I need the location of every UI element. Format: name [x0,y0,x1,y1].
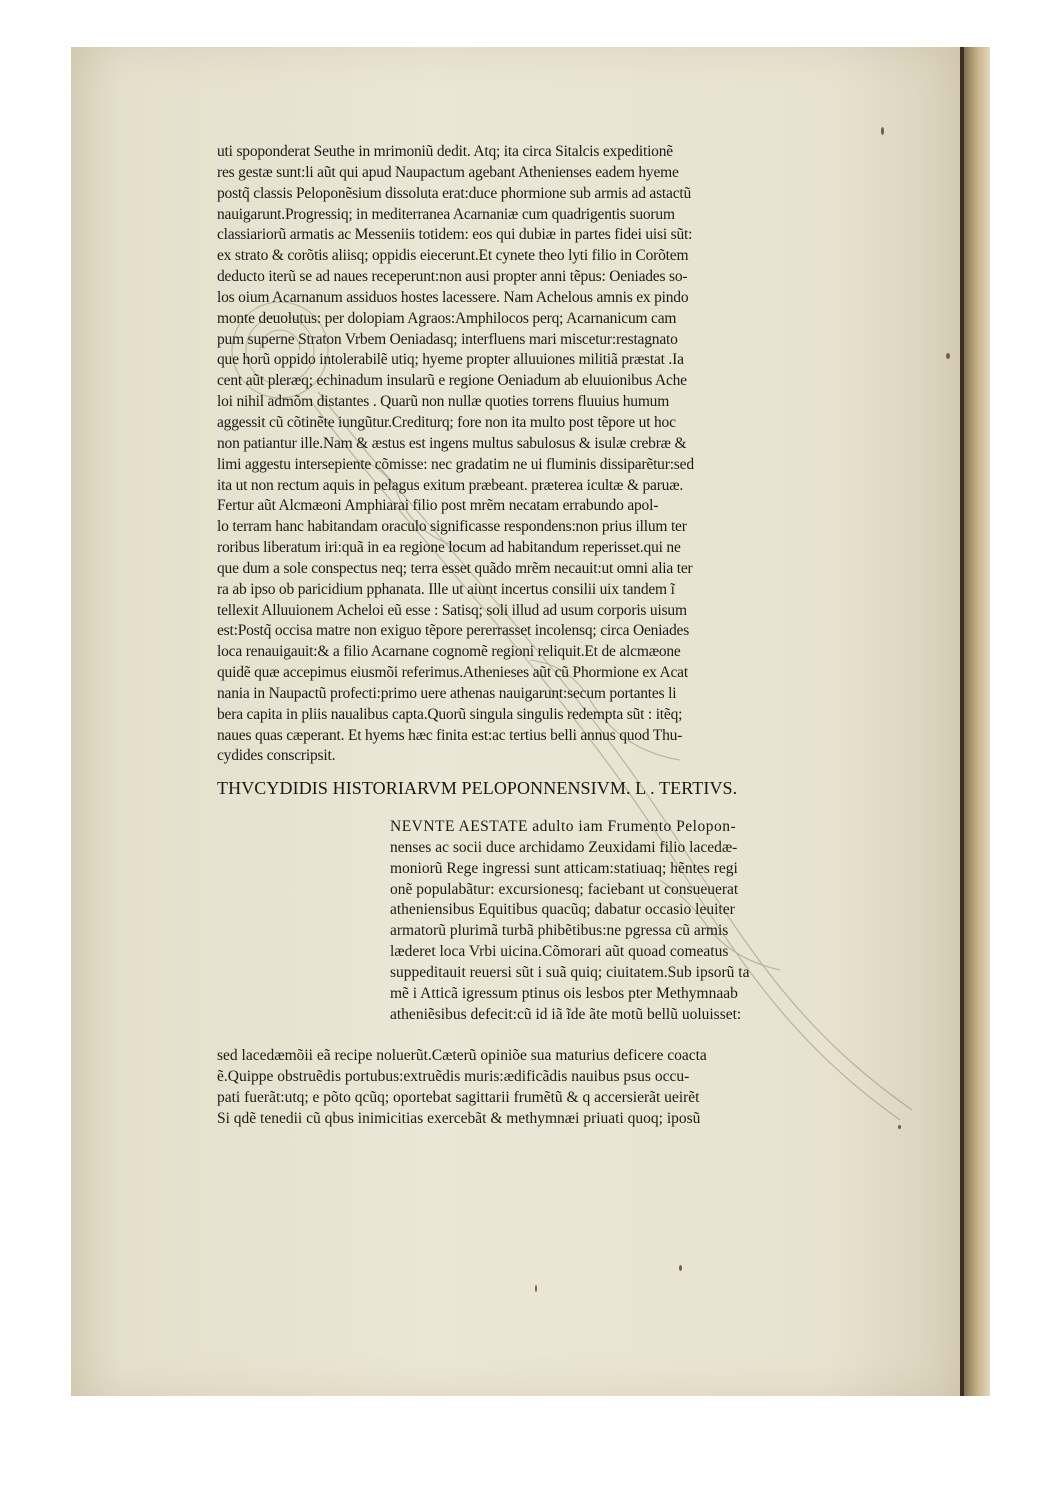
book-spine [960,47,990,1396]
text-line: postq̃ classis Peloponẽsium dissoluta erat:duce phormione sub armis ad astactũ [217,184,692,202]
text-line: classiariorũ armatis ac Messeniis totidem: eos qui dubiæ in partes fidei uisi sũt: [217,226,693,244]
text-line: sed lacedæmõii eã recipe noluerũt.Cæterũ opiniõe sua maturius deficere coacta [217,1047,707,1064]
text-line: læderet loca Vrbi uicina.Cõmorari aũt quoad comeatus [390,943,729,961]
text-line: nauigarunt.Progressiq; in mediterranea Acarnaniæ cum quadrigentis suorum [217,205,675,223]
text-line: bera capita in pliis naualibus capta.Quorũ singula singulis redempta sũt : itẽq; [217,705,683,723]
text-line: onẽ populabãtur: excursionesq; faciebant ut consueuerat [390,880,739,898]
text-line: deducto iterũ se ad naues receperunt:non ausi propter anni tẽpus: Oeniades so- [217,268,688,286]
text-line: atheniensibus Equitibus quacũq; dabatur occasio leuiter [390,901,735,919]
text-line: monte deuolutus: per dolopiam Agraos:Amphilocos perq; Acarnanicum cam [217,309,677,327]
text-line: ex strato & corõtis aliisq; oppidis eiecerunt.Et cynete theo lyti filio in Corõtem [217,247,689,265]
ink-speck [535,1285,537,1292]
book-heading: THVCYDIDIS HISTORIARVM PELOPONNENSIVM. L . TERTIVS. [217,778,738,798]
text-line: uti spoponderat Seuthe in mrimoniũ dedit. Atq; ita circa Sitalcis expeditionẽ [217,143,673,160]
text-line: los oium Acarnanum assiduos hostes lacessere. Nam Achelous amnis ex pindo [217,288,689,306]
text-line: ita ut non rectum aquis in pelagus exitum præbeant. præterea icultæ & paruæ. [217,476,684,494]
text-line: naues quas cæperant. Et hyems hæc finita est:ac tertius belli annus quod Thu- [217,726,683,744]
main-text-top [217,142,882,767]
text-line: nenses ac socii duce archidamo Zeuxidami filio lacedæ- [390,838,738,856]
text-line: lo terram hanc habitandam oraculo significasse respondens:non prius illum ter [217,518,687,536]
text-line: res gestæ sunt:li aũt qui apud Naupactum agebant Athenienses eadem hyeme [217,163,679,181]
ink-speck [679,1265,682,1271]
text-line: loca renauigauit:& a filio Acarnane cognomẽ regioni reliquit.Et de alcmæone [217,643,681,661]
text-line: nania in Naupactũ profecti:primo uere athenas nauigarunt:secum portantes li [217,684,677,702]
text-line: ra ab ipso ob paricidium pphanata. Ille ut aiunt incertus consilii uix tandem ĩ [217,580,675,598]
text-line: tellexit Alluuionem Acheloi eũ esse : Satisq; soli illud ad usum corporis uisum [217,601,687,619]
text-line: pum superne Straton Vrbem Oeniadasq; interfluens mari miscetur:restagnato [217,330,678,348]
text-line: cydides conscripsit. [217,747,336,765]
text-line: que dum a sole conspectus neq; terra esset quãdo mrẽm necauit:ut omni alia ter [217,559,693,577]
text-line: suppeditauit reuersi sũt i suã quiq; ciuitatem.Sub ipsorũ ta [390,963,750,981]
text-line: Fertur aũt Alcmæoni Amphiarai filio post mrẽm necatam errabundo apol- [217,497,659,515]
spine-edge [960,47,964,1396]
ink-speck [898,1125,901,1129]
text-line: cent aũt pleræq; echinadum insularũ e regione Oeniadum ab eluuionibus Ache [217,372,687,390]
text-line: atheniẽsibus defecit:cũ id iã ĩde ãte motũ bellũ uoluisset: [390,1005,742,1023]
text-line: non patiantur ille.Nam & æstus est ingens multus sabulosus & isulæ crebræ & [217,434,687,452]
text-line: est:Postq̃ occisa matre non exiguo tẽpore pererrasset incolensq; circa Oeniades [217,622,690,640]
opening-line: NEVNTE AESTATE adulto iam Frumento Pelopon- [390,818,737,835]
text-line: aggessit cũ cõtinẽte iungũtur.Crediturq; fore non ita multo post tẽpore ut hoc [217,413,676,431]
text-line: armatorũ plurimã turbã phibẽtibus:ne pgressa cũ armis [390,922,729,940]
text-line: moniorũ Rege ingressi sunt atticam:statiuaq; hẽntes regi [390,859,738,877]
text-line: roribus liberatum iri:quã in ea regione locum ad habitandum reperisset.qui ne [217,539,681,557]
main-text-indented [390,817,880,1025]
text-line: que horũ oppido intolerabilẽ utiq; hyeme propter alluuiones militiã præstat .Ia [217,351,684,369]
ink-speck [881,127,884,135]
text-line: ẽ.Quippe obstruẽdis portubus:extruẽdis muris:ædificãdis nauibus psus occu- [217,1067,690,1085]
text-line: quidẽ quæ accepimus eiusmõi referimus.Athenieses aũt cũ Phormione ex Acat [217,664,688,682]
text-line: pati fuerãt:utq; e põto qcũq; oportebat sagittarii frumẽtũ & q accersierãt ueirẽt [217,1088,700,1106]
text-line: loi nihil admõm distantes . Quarũ non nullæ quoties torrens fluuius humum [217,393,670,411]
text-line: Si qdẽ tenedii cũ qbus inimicitias exercebãt & methymnæi priuati quoq; iposũ [217,1109,701,1127]
main-text-bottom [217,1046,882,1129]
text-line: mẽ i Atticã igressum ptinus ois lesbos pter Methymnaab [390,984,738,1002]
text-line: limi aggestu intersepiente cõmisse: nec gradatim ne ui fluminis dissiparẽtur:sed [217,455,694,473]
ink-speck [946,353,950,359]
